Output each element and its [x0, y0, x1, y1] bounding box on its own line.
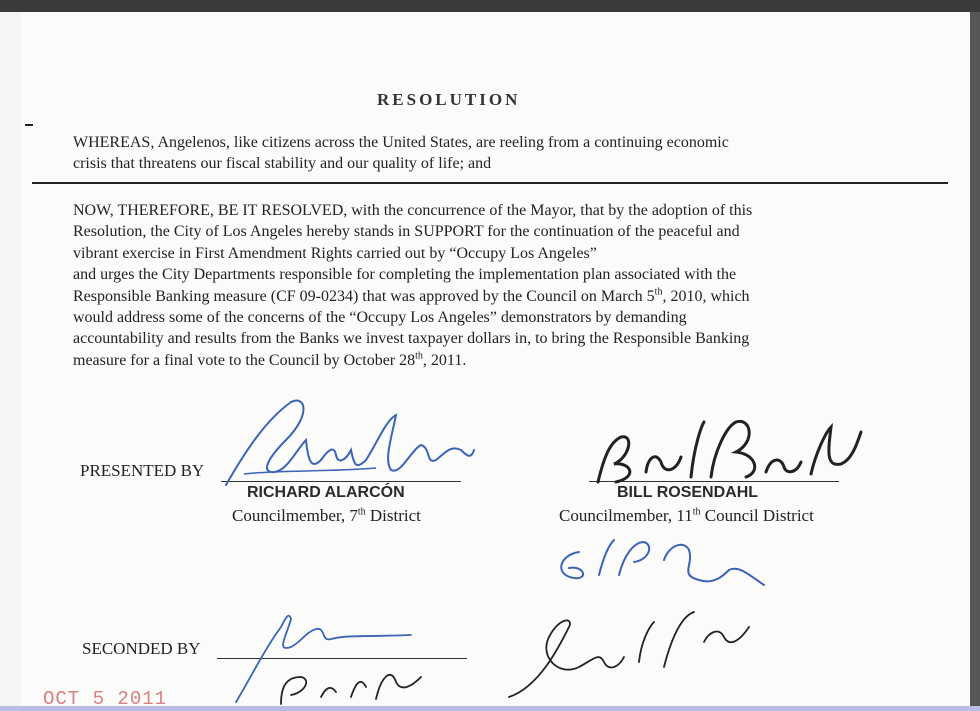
signer2-title: [559, 506, 814, 526]
ordinal-suffix: th: [654, 286, 663, 298]
viewer-top-bar: [0, 0, 980, 12]
resolved-line: NOW, THEREFORE, BE IT RESOLVED, with the concurrence of the Mayor, that by the adoption of this: [73, 202, 753, 219]
document-heading: RESOLUTION: [377, 90, 521, 109]
margin-mark: [25, 124, 33, 126]
signer2-name: BILL ROSENDAHL: [617, 484, 759, 501]
presented-by-label: PRESENTED BY: [80, 461, 205, 480]
ordinal-suffix: th: [692, 506, 701, 518]
signer2-title-post: Council District: [700, 506, 814, 525]
signer1-title-post: District: [365, 506, 421, 525]
ordinal-suffix: th: [415, 350, 423, 362]
resolved-line: Resolution, the City of Los Angeles hereby stands in SUPPORT for the continuation of the peaceful and: [73, 223, 740, 241]
resolved-paragraph: [73, 200, 893, 371]
signature-alarcon: [216, 390, 476, 510]
resolved-line-8: [73, 350, 893, 371]
whereas-line: crisis that threatens our fiscal stability and our quality of life; and: [73, 155, 492, 173]
signer1-name: RICHARD ALARCÓN: [247, 484, 405, 501]
signature-huizar-koretz: [231, 607, 451, 706]
resolved-line-5-tail: , 2010, which: [662, 287, 750, 305]
date-stamp: OCT 5 2011: [43, 688, 168, 706]
signature-rosendahl: [586, 402, 866, 497]
resolved-line-8-text: measure for a final vote to the Council by October 28: [73, 351, 416, 369]
viewer-bottom-bar: [0, 706, 980, 711]
resolved-line: would address some of the concerns of the “Occupy Los Angeles” demonstrators by demanding: [73, 309, 687, 327]
seconded-by-label: SECONDED BY: [82, 639, 201, 658]
section-rule: [32, 182, 948, 184]
resolved-line: accountability and results from the Banks we invest taxpayer dollars in, to bring the Responsible Banking: [73, 330, 750, 348]
resolved-line-5-text: Responsible Banking measure (CF 09-0234) that was approved by the Council on March 5: [73, 287, 655, 305]
page-left-margin: [0, 12, 21, 706]
resolved-line-8-tail: , 2011.: [422, 351, 467, 369]
viewer-right-edge: [970, 12, 980, 706]
resolved-line: vibrant exercise in First Amendment Rights carried out by “Occupy Los Angeles”: [73, 244, 597, 262]
ordinal-suffix: th: [357, 506, 366, 518]
whereas-paragraph: [73, 132, 893, 175]
signature-zine: [499, 597, 759, 706]
resolved-line-5: [73, 286, 893, 307]
whereas-line: WHEREAS, Angelenos, like citizens across the United States, are reeling from a continuing economic: [73, 134, 729, 151]
signer1-title-pre: Councilmember, 7: [232, 506, 358, 525]
signature-reyes: [549, 530, 769, 605]
signer2-title-pre: Councilmember, 11: [559, 506, 693, 525]
document-page: [21, 12, 970, 706]
resolved-line: and urges the City Departments responsible for completing the implementation plan associated with the: [73, 266, 737, 284]
